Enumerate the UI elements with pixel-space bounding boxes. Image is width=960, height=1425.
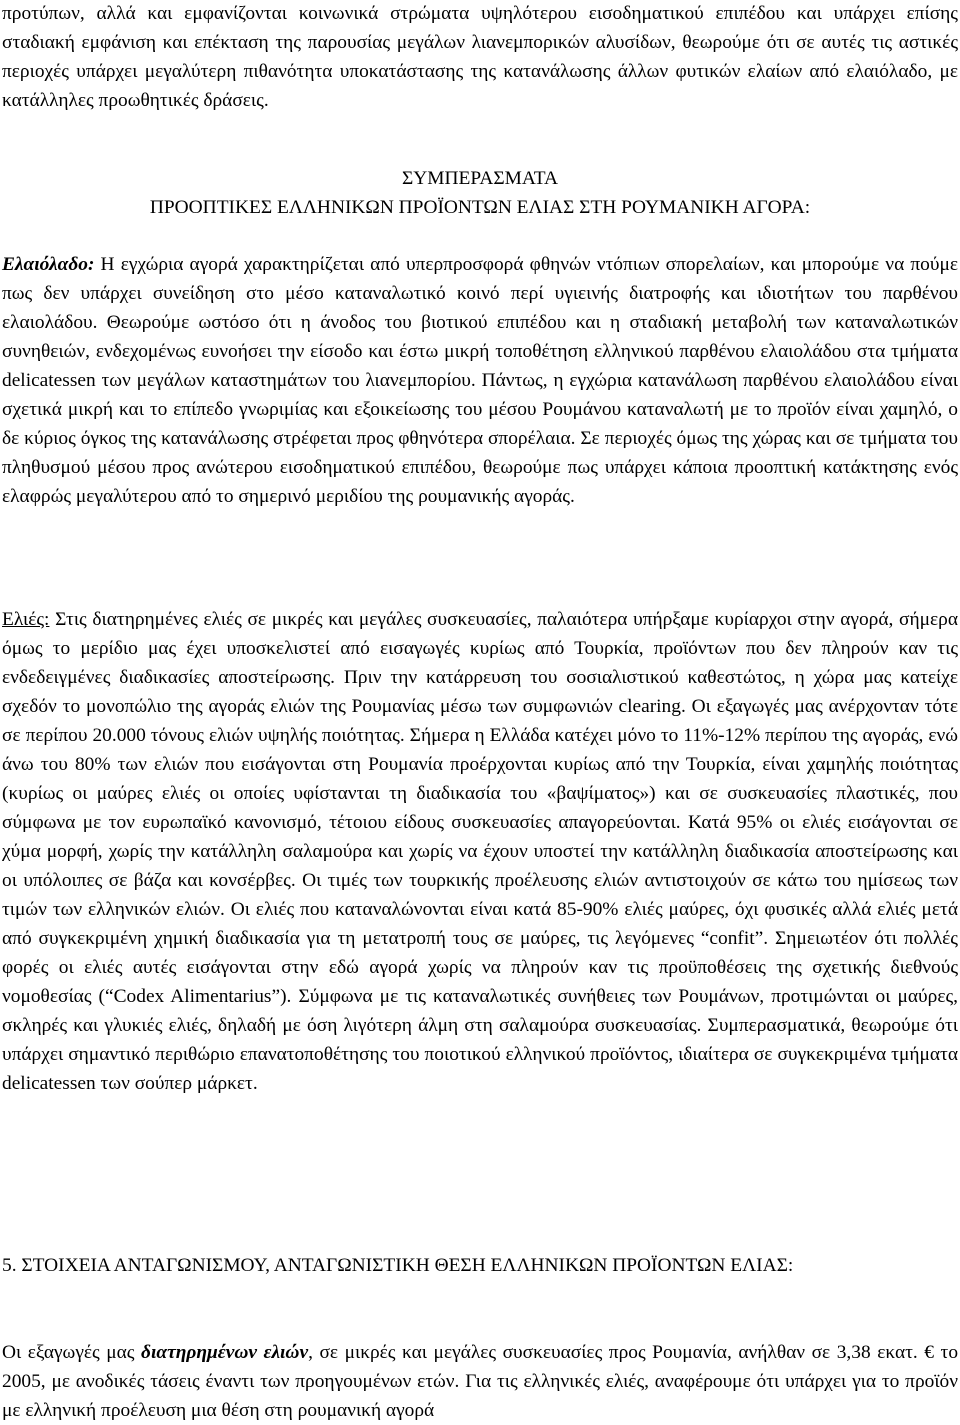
section-5-heading-text: 5. ΣΤΟΙΧΕΙΑ ΑΝΤΑΓΩΝΙΣΜΟΥ, ΑΝΤΑΓΩΝΙΣΤΙΚΗ ΘΕΣΗ ΕΛΛΗΝΙΚΩΝ ΠΡΟΪΟΝΤΩΝ ΕΛΙΑΣ: <box>2 1255 794 1276</box>
olive-oil-label: Ελαιόλαδο: <box>2 254 95 275</box>
olives-label: Ελιές: <box>2 609 50 630</box>
olive-oil-paragraph <box>2 250 958 511</box>
olives-text: Στις διατηρημένες ελιές σε μικρές και μεγάλες συσκευασίες, παλαιότερα υπήρξαμε κυρίαρχοι στην αγορά, σήμερα όμως το μερίδιο μας έχει υποσκελιστεί από εισαγωγές κυρίως από Τουρκία, προϊόντων που δεν πληρούν καν τις ενδεδειγμένες διαδικασίες αποστείρωσης. Πριν την κατάρρευση του σοσιαλιστικού καθεστώτος, η χώρα μας κατείχε σχεδόν το μονοπώλιο της αγοράς ελιών της Ρουμανίας μέσω των συμφωνιών clearing. Οι εξαγωγές μας ανέρχονταν τότε σε περίπου 20.000 τόνους ελιών υψηλής ποιότητας. Σήμερα η Ελλάδα κατέχει μόνο το 11%-12% περίπου της αγοράς, ενώ άνω του 80% των ελιών που εισάγονται στη Ρουμανία προέρχονται κυρίως από την Τουρκία, είναι χαμηλής ποιότητας (κυρίως οι μαύρες ελιές οι οποίες υφίστανται τη διαδικασία του «βαψίματος») και σε συσκευασίες πλαστικές, που σύμφωνα με τον ευρωπαϊκό κανονισμό, τέτοιου είδους συσκευασίες απαγορεύονται. Κατά 95% οι ελιές εισάγονται σε χύμα μορφή, χωρίς την κατάλληλη σαλαμούρα και χωρίς να έχουν υποστεί την κατάλληλη διαδικασία αποστείρωσης και οι υπόλοιπες σε βάζα και κονσέρβες. Οι τιμές των τουρκικής προέλευσης ελιών αντιστοιχούν σε κάτω του ημίσεως των τιμών των ελληνικών ελιών. Οι ελιές που καταναλώνονται είναι κατά 85-90% ελιές μαύρες, όχι φυσικές αλλά ελιές μετά από συγκεκριμένη χημική διαδικασία για τη μετατροπή τους σε μαύρες, τις λεγόμενες “confit”. Σημειωτέον ότι πολλές φορές οι ελιές αυτές εισάγονται στην εδώ αγορά χωρίς να πληρούν καν τις προϋποθέσεις της σχετικής διεθνούς νομοθεσίας (“Codex Alimentarius”). Σύμφωνα με τις καταναλωτικές συνήθειες των Ρουμάνων, προτιμώνται οι μαύρες, σκληρές και γλυκιές ελιές, δηλαδή με όση λιγότερη άλμη στη σαλαμούρα συσκευασίας. Συμπερασματικά, θεωρούμε ότι υπάρχει σημαντικό περιθώριο επανατοποθέτησης του ποιοτικού ελληνικού προϊόντος, ιδιαίτερα σε συγκεκριμένα τμήματα delicatessen των σούπερ μάρκετ. <box>2 609 958 1094</box>
section-5-text-before: Οι εξαγωγές μας <box>2 1342 142 1363</box>
conclusions-title: ΣΥΜΠΕΡΑΣΜΑΤΑ <box>401 168 559 189</box>
intro-text: προτύπων, αλλά και εμφανίζονται κοινωνικά στρώματα υψηλότερου εισοδηματικού επιπέδου και υπάρχει επίσης σταδιακή εμφάνιση και επέκταση της παρουσίας μεγάλων λιανεμπορικών αλυσίδων, θεωρούμε ότι σε αυτές τις αστικές περιοχές υπάρχει μεγαλύτερη πιθανότητα υποκατάστασης της κατανάλωσης άλλων φυτικών ελαίων από ελαιόλαδο, με κατάλληλες προωθητικές δράσεις. <box>2 3 958 111</box>
section-5-paragraph <box>2 1338 958 1425</box>
olives-paragraph <box>2 605 958 1098</box>
section-5-text-after: , σε μικρές και μεγάλες συσκευασίες προς Ρουμανία, ανήλθαν σε 3,38 εκατ. € το 2005, με ανοδικές τάσεις έναντι των προηγουμένων ετών. Για τις ελληνικές ελιές, αναφέρουμε ότι υπάρχει για το προϊόν με ελληνική προέλευση μια θέση στη ρουμανική αγορά <box>2 1342 959 1421</box>
section-5-emphasis: διατηρημένων ελιών <box>141 1342 309 1363</box>
conclusions-subtitle: ΠΡΟΟΠΤΙΚΕΣ ΕΛΛΗΝΙΚΩΝ ΠΡΟΪΟΝΤΩΝ ΕΛΙΑΣ ΣΤΗ ΡΟΥΜΑΝΙΚΗ ΑΓΟΡΑ: <box>149 197 811 218</box>
section-5-heading <box>2 1251 958 1280</box>
olive-oil-text: Η εγχώρια αγορά χαρακτηρίζεται από υπερπροσφορά φθηνών ντόπιων σπορελαίων, και μπορούμε να πούμε πως δεν υπάρχει συνείδηση στο μέσο καταναλωτικό κοινό περί υγιεινής διατροφής και ιδιοτήτων του παρθένου ελαιολάδου. Θεωρούμε ωστόσο ότι η άνοδος του βιοτικού επιπέδου και η σταδιακή μεταβολή των καταναλωτικών συνηθειών, ενδεχομένως ευνοήσει την είσοδο και έστω μικρή τοποθέτηση ελληνικού παρθένου ελαιολάδου στα τμήματα delicatessen των μεγάλων καταστημάτων του λιανεμπορίου. Πάντως, η εγχώρια κατανάλωση παρθένου ελαιολάδου είναι σχετικά μικρή και το επίπεδο γνωριμίας και εξοικείωσης του μέσου Ρουμάνου καταναλωτή με το προϊόν είναι χαμηλό, ο δε κύριος όγκος της κατανάλωσης στρέφεται προς φθηνότερα σπορέλαια. Σε περιοχές όμως της χώρας και σε τμήματα του πληθυσμού μέσου προς ανώτερου εισοδηματικού επιπέδου, θεωρούμε πως υπάρχει κάποια προοπτική κατάκτησης ενός ελαφρώς μεγαλύτερου από το σημερινό μεριδίου της ρουμανικής αγοράς. <box>2 254 958 507</box>
intro-paragraph <box>2 0 958 115</box>
conclusions-heading <box>2 164 958 222</box>
